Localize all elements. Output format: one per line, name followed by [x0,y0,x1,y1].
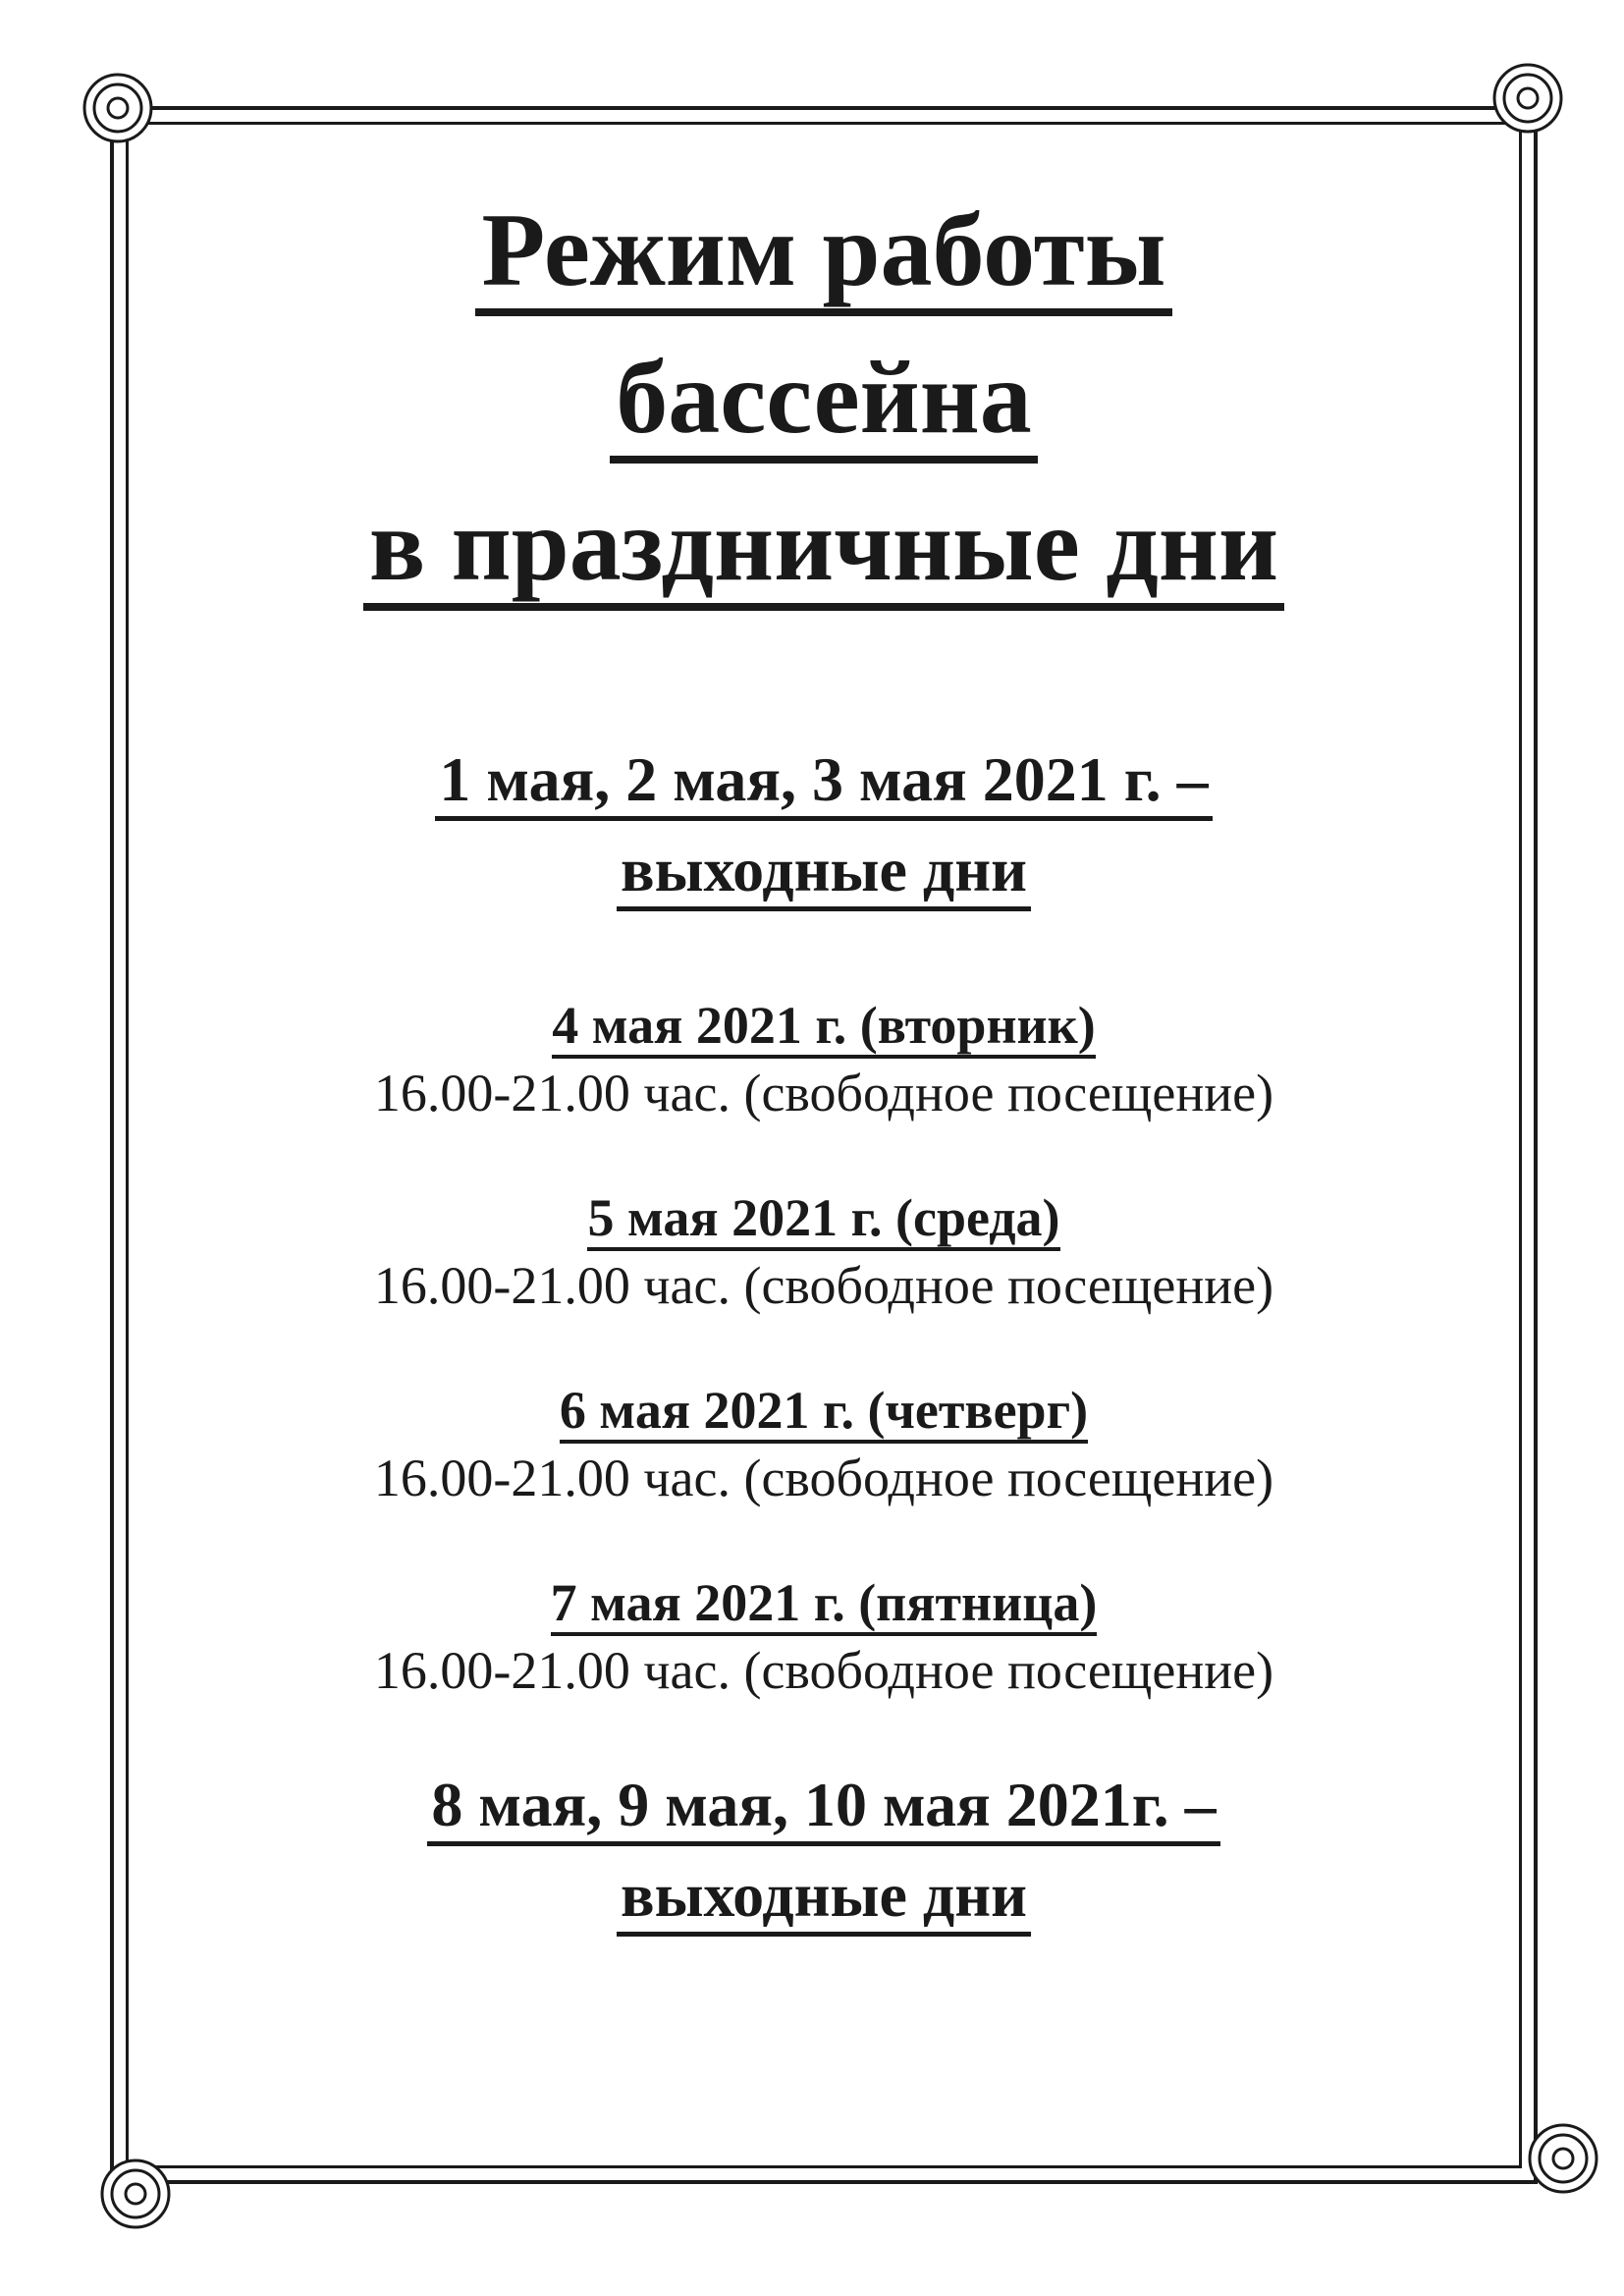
holiday-2-status: выходные дни [617,1859,1031,1937]
schedule-day [128,1377,1520,1512]
holiday-1-status: выходные дни [617,834,1031,911]
day-date: 5 мая 2021 г. (среда) [587,1188,1059,1251]
day-hours: 16.00-21.00 час. (свободное посещение) [373,1449,1274,1507]
holiday-block-1 [128,735,1520,915]
corner-ornament-icon [1490,61,1565,136]
title-line-3: в праздничные дни [363,487,1284,611]
holiday-2-dates: 8 мая, 9 мая, 10 мая 2021г. – [427,1769,1219,1846]
holiday-1-dates: 1 мая, 2 мая, 3 мая 2021 г. – [435,743,1212,821]
schedule-day [128,1569,1520,1705]
notice-content [128,177,1520,1941]
schedule-day [128,1184,1520,1320]
day-date: 7 мая 2021 г. (пятница) [551,1573,1098,1636]
day-date: 4 мая 2021 г. (вторник) [552,996,1096,1059]
schedule-day [128,992,1520,1127]
day-hours: 16.00-21.00 час. (свободное посещение) [373,1064,1274,1122]
page-title [128,177,1520,619]
corner-ornament-icon [98,2157,173,2231]
day-hours: 16.00-21.00 час. (свободное посещение) [373,1256,1274,1315]
corner-ornament-icon [1526,2121,1600,2196]
corner-ornament-icon [81,71,155,145]
holiday-block-2 [128,1760,1520,1941]
title-line-2: бассейна [610,340,1038,464]
day-hours: 16.00-21.00 час. (свободное посещение) [373,1641,1274,1700]
title-line-1: Режим работы [475,192,1171,316]
day-date: 6 мая 2021 г. (четверг) [560,1381,1088,1444]
